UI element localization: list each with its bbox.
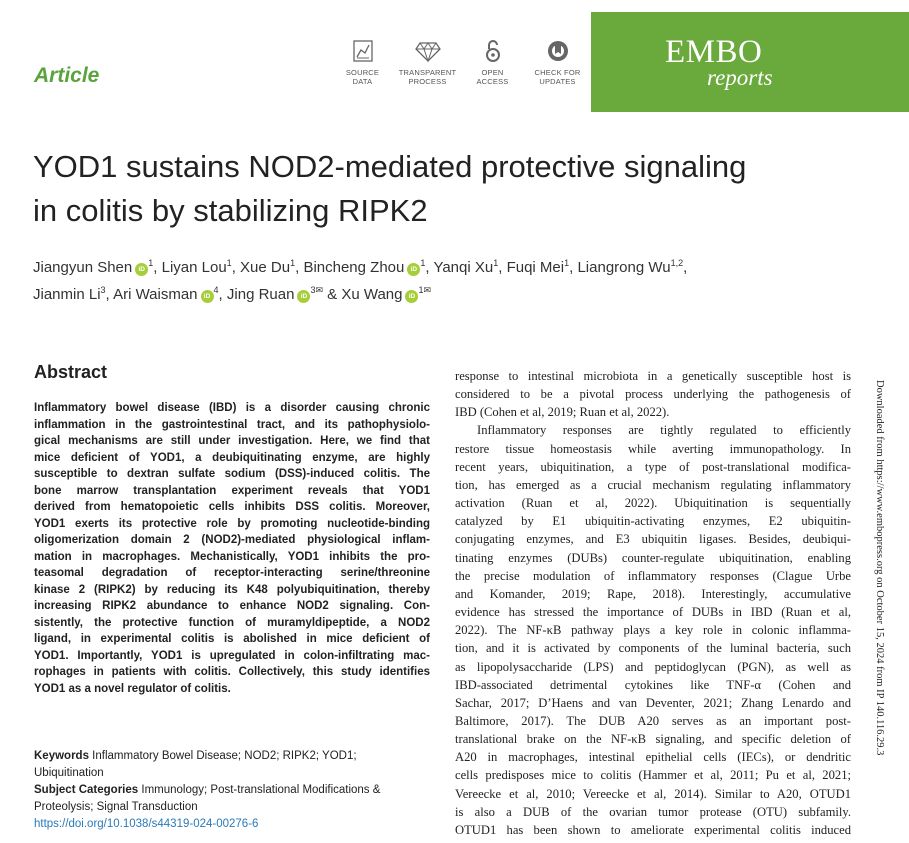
affiliation-sup: 4 <box>213 285 219 295</box>
body-line: response to intestinal microbiota in a genetically susceptible host is <box>455 369 851 383</box>
body-line: restore tissue homeostasis while averting immunopathology. In <box>455 441 851 456</box>
body-line: conjugating enzymes, and E3 ubiquitin ligases. Besides, deubiqui- <box>455 532 851 547</box>
orcid-icon[interactable]: iD <box>201 290 214 303</box>
subject-value: Immunology; Post-translational Modifications & <box>141 784 381 796</box>
badge-label-line2: PROCESS <box>408 77 447 86</box>
article-title <box>33 145 863 233</box>
abstract-line: mation in macrophages. Mechanistically, YOD1 inhibits the pro- <box>34 550 430 563</box>
author[interactable]: Yanqi Xu$^1$ <box>433 258 499 276</box>
body-line: tion, has emerged as a crucial mechanism regulating inflammatory <box>455 477 851 492</box>
title-line: in colitis by stabilizing RIPK2 <box>33 193 428 228</box>
abstract-line: mice deficient of YOD1, a deubiquitinating enzyme, are highly <box>34 451 430 464</box>
affiliation-sup: 3✉ <box>310 285 323 295</box>
affiliation-sup: 3 <box>100 285 106 295</box>
affiliation-sup: 1,2 <box>670 258 684 268</box>
body-line: Vereecke et al, 2010; Vereecke et al, 2014). Similar to A20, OTUD1 <box>455 786 851 801</box>
abstract-line: susceptible to dextran sulfate sodium (DSS)-induced colitis. The <box>34 468 430 480</box>
author[interactable]: Fuqi Mei$^1$ <box>506 258 570 276</box>
abstract-line: gical mechanisms are still under investigation. Here, we find that <box>34 435 430 447</box>
body-line: Baltimore, 2017). The DUB A20 serves as an important post- <box>455 713 851 728</box>
check-for-updates-icon <box>545 38 571 64</box>
abstract-line: YOD1. Importantly, YOD1 is upregulated in colon-infiltrating mac- <box>34 649 430 662</box>
badge-label-line2: ACCESS <box>476 77 509 86</box>
transparent-process-badge[interactable] <box>395 38 460 86</box>
badge-label-line2: DATA <box>352 77 373 86</box>
body-text-column <box>455 367 851 839</box>
abstract-line: increasing RIPK2 abundance to enhance NOD2 signaling. Con- <box>34 600 430 612</box>
author[interactable]: Liyan Lou$^1$ <box>161 258 232 276</box>
body-line: catalyzed by E1 ubiquitin-activating enzymes, E2 ubiquitin- <box>455 514 851 529</box>
abstract-line: rophages in patients with colitis. Collectively, this study identifies <box>34 666 430 678</box>
badge-row <box>330 38 590 86</box>
transparent-process-icon <box>414 38 442 64</box>
abstract-line: ligand, in experimental colitis is abolished in mice deficient of <box>34 633 430 645</box>
body-line: cells predisposes mice to colitis (Hammer et al, 2011; Pu et al, 2021; <box>455 768 851 783</box>
body-line: IBD (Cohen et al, 2019; Ruan et al, 2022). <box>455 405 670 420</box>
keywords-label: Keywords <box>34 750 89 762</box>
abstract-line: YOD1 as a novel regulator of colitis. <box>34 682 231 695</box>
body-line: OTUD1 has been shown to ameliorate experimental colitis induced <box>455 822 851 837</box>
author[interactable]: Jing Ruan $iD^{3✉}$ <box>226 285 323 303</box>
body-line: Inflammatory responses are tightly regulated to efficiently <box>477 423 851 438</box>
orcid-icon[interactable]: iD <box>297 290 310 303</box>
subject-categories-continued: Proteolysis; Signal Transduction <box>34 801 198 813</box>
badge-label-line2: UPDATES <box>539 77 576 86</box>
article-metadata <box>34 748 434 833</box>
author[interactable]: Jiangyun Shen $iD^1$ <box>33 258 154 276</box>
affiliation-sup: 1 <box>290 258 296 268</box>
author[interactable]: Jianmin Li$^3$ <box>33 285 106 303</box>
open-access-badge[interactable] <box>460 38 525 86</box>
abstract-line: oligomerization domain 2 (NOD2)-mediated physiological inflam- <box>34 534 430 546</box>
abstract-line: bone marrow transplantation experiment reveals that YOD1 <box>34 484 430 497</box>
body-line: as lipopolysaccharide (LPS) and peptidoglycan (PGN), as well as <box>455 659 851 674</box>
body-line: the precise modulation of inflammatory responses (Clague Urbe <box>455 568 851 583</box>
author[interactable]: Bincheng Zhou $iD^1$ <box>303 258 426 276</box>
keywords <box>34 748 434 765</box>
abstract-line: kinase 2 (RIPK2) by reducing its K48 polyubiquitination, thereby <box>34 583 430 596</box>
subject-label: Subject Categories <box>34 784 139 796</box>
abstract-line: derived from hematopoietic cells inhibits DSS colitis. Moreover, <box>34 501 430 513</box>
body-line: IBD-associated detrimental cytokines like TNF-α (Cohen and <box>455 677 851 692</box>
author[interactable]: Ari Waisman $iD^4$ <box>113 285 219 303</box>
journal-logo[interactable] <box>591 12 909 112</box>
badge-label-line1: CHECK FOR <box>534 68 581 77</box>
body-line: recent years, ubiquitination, a type of post-translational modifica- <box>455 459 851 474</box>
body-line: activation (Ruan et al, 2022). Ubiquitination is sequentially <box>455 496 851 511</box>
body-line: tion, and it is activated by components of the luminal bacteria, such <box>455 641 851 656</box>
body-line: considered to be a pivotal process underlying the pathogenesis of <box>455 387 851 402</box>
download-watermark: Downloaded from https://www.embopress.org on October 15, 2024 from IP 140.116.29.3 <box>874 380 885 756</box>
abstract-line: inflammation in the gastrointestinal tract, and its pathophysiolo- <box>34 418 430 431</box>
abstract-line: Inflammatory bowel disease (IBD) is a disorder causing chronic <box>34 402 430 414</box>
open-access-icon <box>480 38 506 64</box>
affiliation-sup: 1 <box>493 258 499 268</box>
author-list <box>33 254 833 308</box>
author[interactable]: Xu Wang $iD^{1✉}$ <box>341 285 432 303</box>
badge-label-line1: OPEN <box>481 68 504 77</box>
body-line: A20 in macrophages, intestinal epithelial cells (IECs), or dendritic <box>455 750 851 765</box>
author[interactable]: Liangrong Wu$^{1,2}$ <box>577 258 684 276</box>
body-line: 2022). The NF-κB pathway plays a key role in colonic inflamma- <box>455 623 851 638</box>
subject-categories <box>34 782 434 799</box>
author-line: Jiangyun Shen $iD^1$, Liyan Lou$^1$, Xue Du$^1$, Bincheng Zhou $iD^1$, Yanqi Xu$^1$, Fuqi Mei$^1$, Liangrong Wu$^{1,2}$, <box>33 258 688 276</box>
author[interactable]: Xue Du$^1$ <box>240 258 296 276</box>
author-line: Jianmin Li$^3$, Ari Waisman $iD^4$, Jing Ruan $iD^{3✉}$ & Xu Wang $iD^{1✉}$ <box>33 285 432 303</box>
abstract-text <box>34 400 430 697</box>
abstract-heading: Abstract <box>34 362 108 382</box>
body-line: evidence has stressed the importance of DUBs in IBD (Ruan et al, <box>455 605 851 620</box>
body-line: and Komander, 2019; Rape, 2018). Interestingly, accumulative <box>455 586 851 601</box>
body-line: is also a DUB of the ovarian tumor protease (OTU) subfamily. <box>455 804 851 819</box>
title-line: YOD1 sustains NOD2-mediated protective signaling <box>33 149 747 184</box>
affiliation-sup: 1 <box>148 258 154 268</box>
source-data-icon <box>350 38 376 64</box>
body-line: Sachar, 2017; D’Haens and van Deventer, 2021; Zhang Lenardo and <box>455 695 851 710</box>
badge-label-line1: SOURCE <box>345 68 380 77</box>
body-line: tinating enzymes (DUBs) counter-regulate ubiquitination, enabling <box>455 550 851 565</box>
abstract-line: teasomal degradation of receptor-interacting serine/threonine <box>34 567 430 579</box>
abstract-line: sistently, the protective function of muramyldipeptide, a NOD2 <box>34 616 430 629</box>
orcid-icon[interactable]: iD <box>407 263 420 276</box>
affiliation-sup: 1 <box>564 258 570 268</box>
article-type-label: Article <box>34 64 100 87</box>
journal-logo-main: EMBO <box>665 34 763 70</box>
check-for-updates-badge[interactable] <box>525 38 590 86</box>
orcid-icon[interactable]: iD <box>135 263 148 276</box>
affiliation-sup: 1 <box>226 258 232 268</box>
abstract-line: YOD1 exerts its protective role by promoting nucleotide-binding <box>34 517 430 530</box>
journal-logo-sub: reports <box>707 65 773 90</box>
doi-link[interactable]: https://doi.org/10.1038/s44319-024-00276-6 <box>34 818 259 830</box>
source-data-badge[interactable] <box>330 38 395 86</box>
affiliation-sup: 1 <box>420 258 426 268</box>
badge-label-line1: TRANSPARENT <box>398 68 457 77</box>
keywords-continued: Ubiquitination <box>34 767 104 779</box>
affiliation-sup: 1✉ <box>418 285 432 295</box>
orcid-icon[interactable]: iD <box>405 290 418 303</box>
keywords-value: Inflammatory Bowel Disease; NOD2; RIPK2; YOD1; <box>92 750 357 762</box>
body-line: translational brake on the NF-κB signaling, and specific deletion of <box>455 732 851 747</box>
